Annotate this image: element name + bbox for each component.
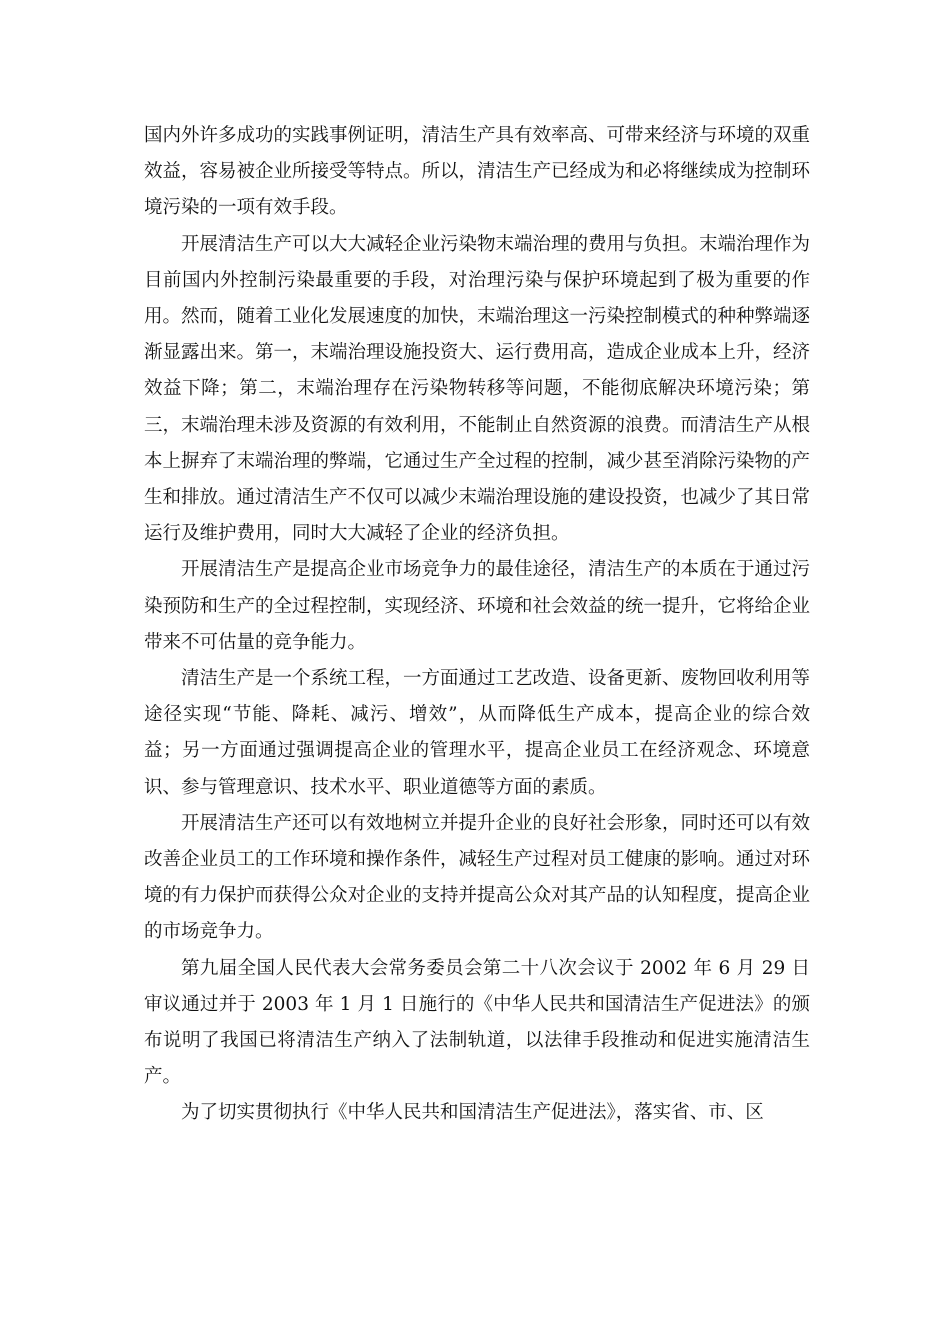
document-page [144,118,810,1132]
paragraph-1: 国内外许多成功的实践事例证明，清洁生产具有效率高、可带来经济与环境的双重效益，容易被企业所接受等特点。所以，清洁生产已经成为和必将继续成为控制环境污染的一项有效手段。 [144,125,811,219]
paragraph-5: 开展清洁生产还可以有效地树立并提升企业的良好社会形象，同时还可以有效改善企业员工的工作环境和操作条件，减轻生产过程对员工健康的影响。通过对环境的有力保护而获得公众对企业的支持并提高公众对其产品的认知程度，提高企业的市场竞争力。 [144,812,811,943]
paragraph-2: 开展清洁生产可以大大减轻企业污染物末端治理的费用与负担。末端治理作为目前国内外控制污染最重要的手段，对治理污染与保护环境起到了极为重要的作用。然而，随着工业化发展速度的加快，末端治理这一污染控制模式的种种弊端逐渐显露出来。第一，末端治理设施投资大、运行费用高，造成企业成本上升，经济效益下降；第二，末端治理存在污染物转移等问题，不能彻底解决环境污染；第三，末端治理未涉及资源的有效利用，不能制止自然资源的浪费。而清洁生产从根本上摒弃了末端治理的弊端，它通过生产全过程的控制，减少甚至消除污染物的产生和排放。通过清洁生产不仅可以减少末端治理设施的建设投资，也减少了其日常运行及维护费用，同时大大减轻了企业的经济负担。 [144,233,811,545]
paragraph-7: 为了切实贯彻执行《中华人民共和国清洁生产促进法》，落实省、市、区 [181,1102,764,1124]
paragraph-6: 第九届全国人民代表大会常务委员会第二十八次会议于 2002 年 6 月 29 日审议通过并于 2003 年 1 月 1 日施行的《中华人民共和国清洁生产促进法》的颁布说明了我国已将清洁生产纳入了法制轨道，以法律手段推动和促进实施清洁生产。 [144,957,810,1088]
paragraph-4: 清洁生产是一个系统工程，一方面通过工艺改造、设备更新、废物回收利用等途径实现“节能、降耗、减污、增效”，从而降低生产成本，提高企业的综合效益；另一方面通过强调提高企业的管理水平，提高企业员工在经济观念、环境意识、参与管理意识、技术水平、职业道德等方面的素质。 [144,668,811,798]
paragraph-3: 开展清洁生产是提高企业市场竞争力的最佳途径，清洁生产的本质在于通过污染预防和生产的全过程控制，实现经济、环境和社会效益的统一提升，它将给企业带来不可估量的竞争能力。 [144,559,811,653]
